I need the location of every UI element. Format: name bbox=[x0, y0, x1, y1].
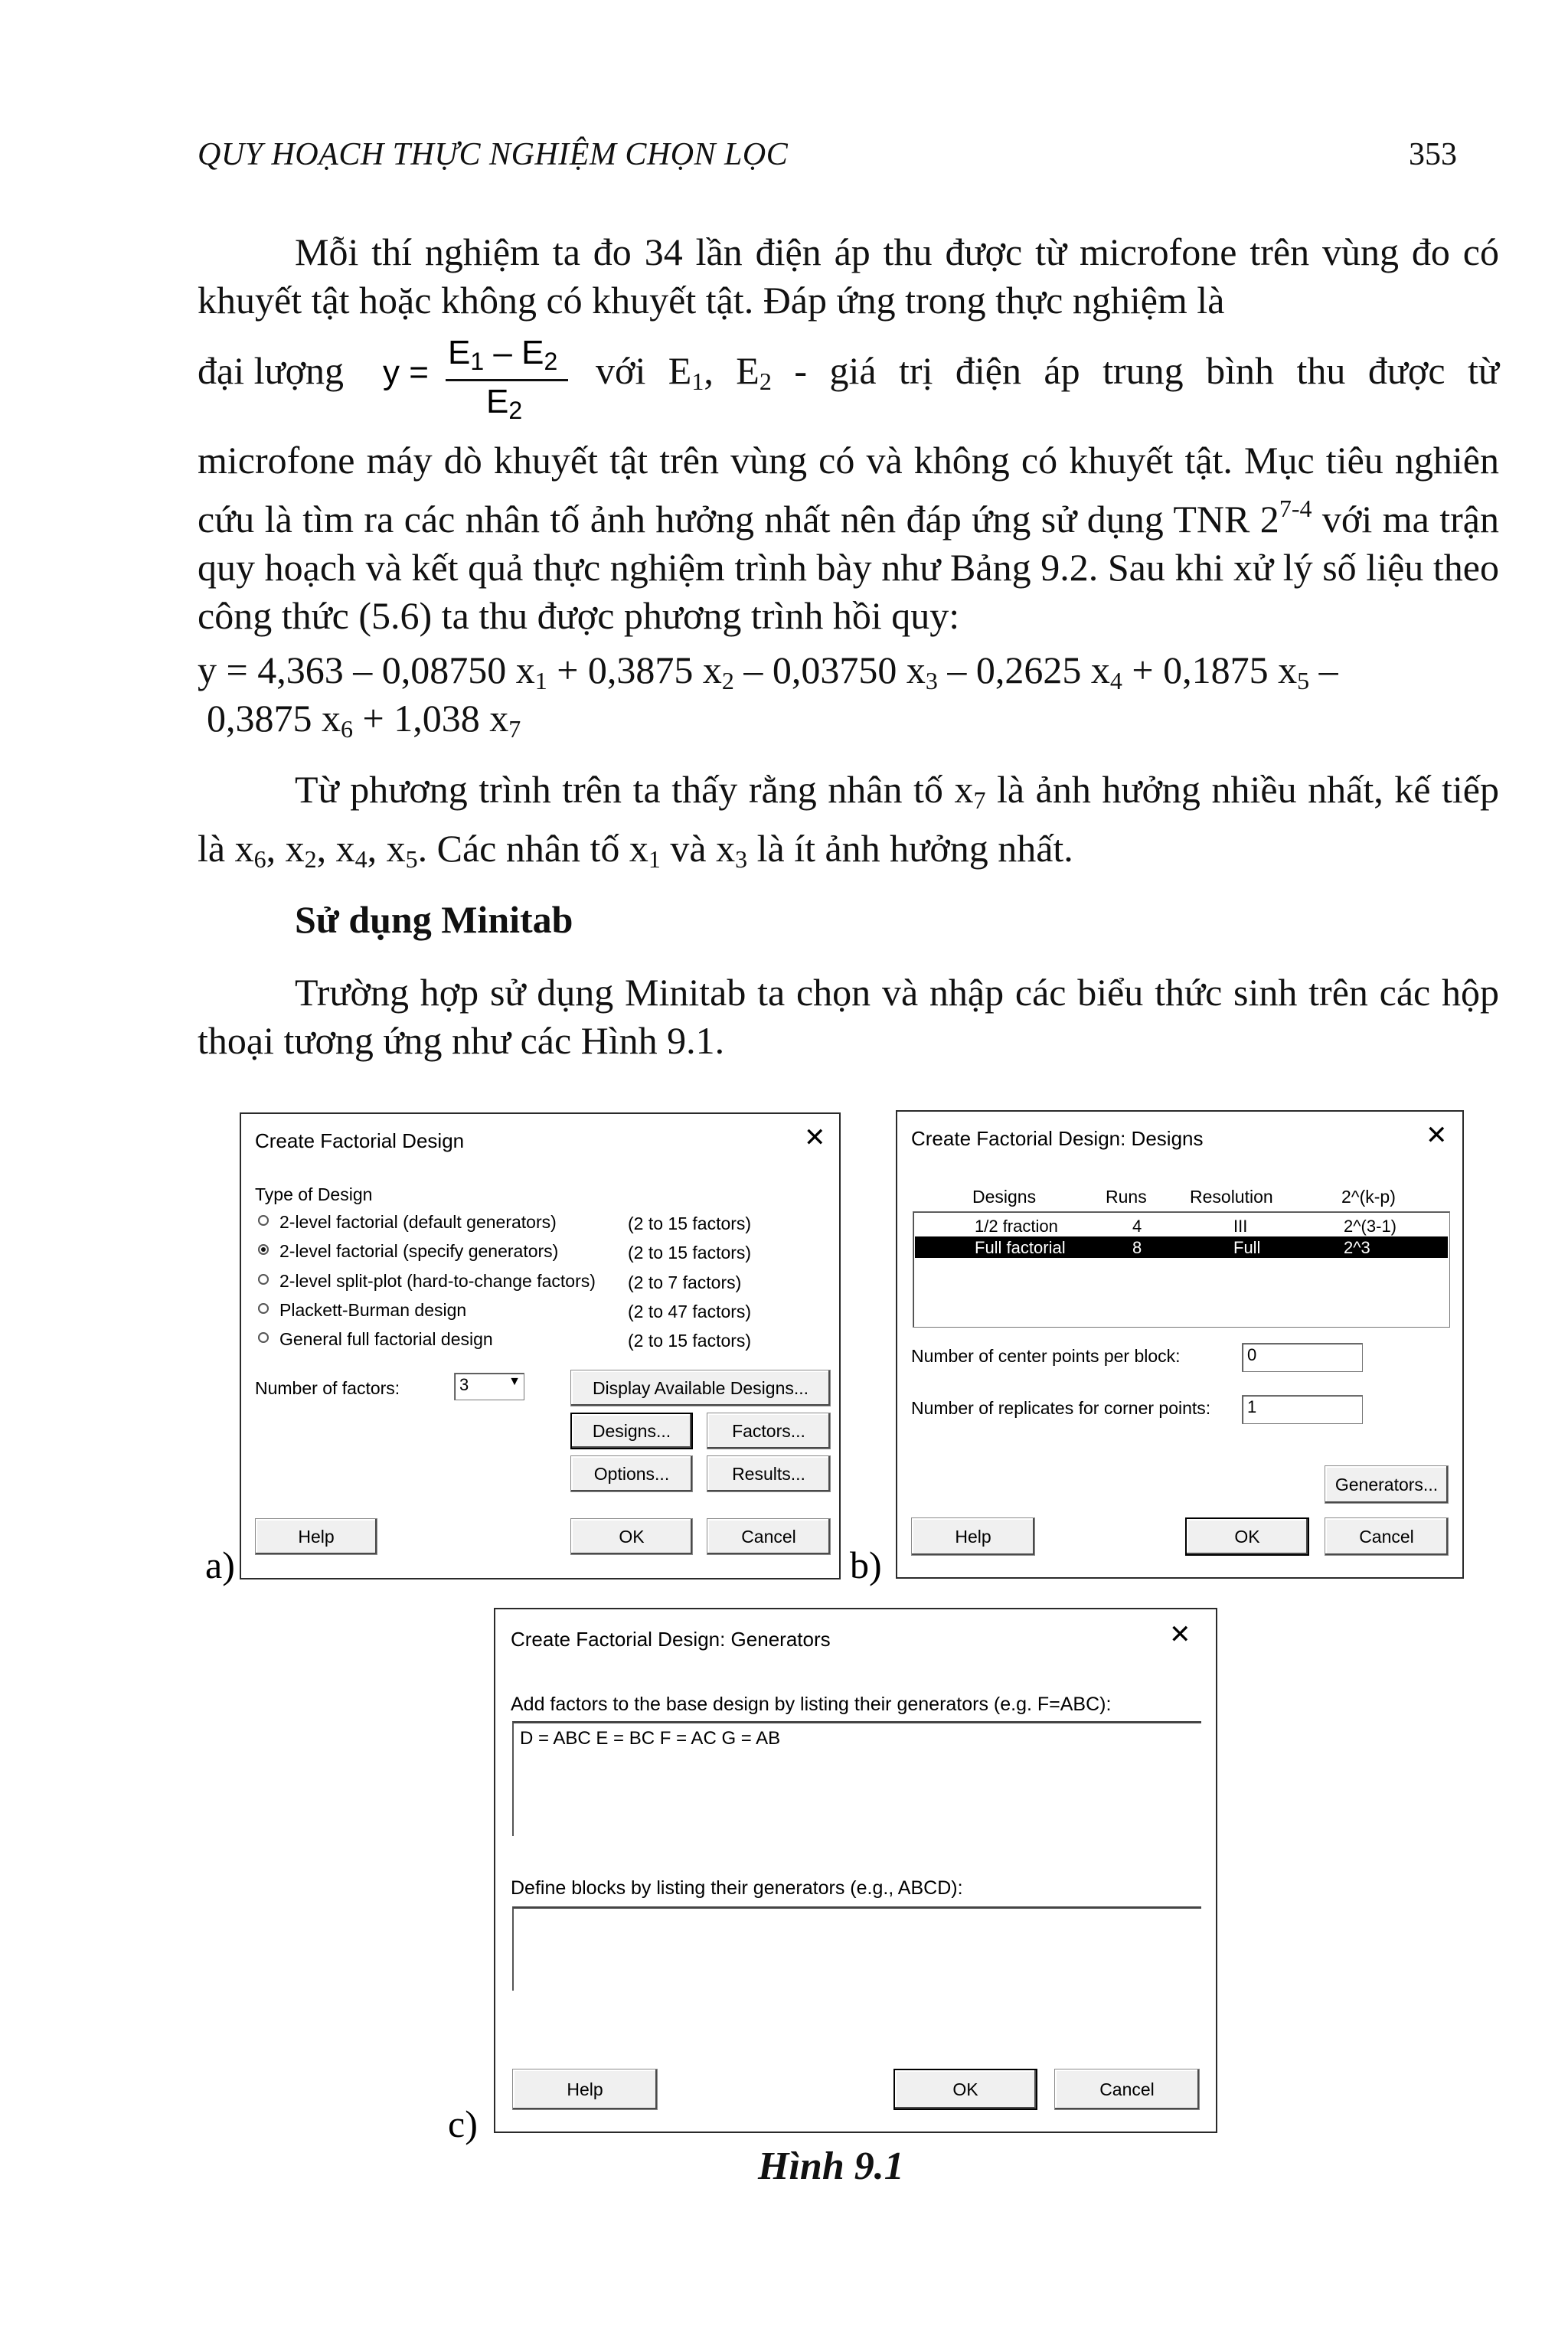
option-range: (2 to 15 factors) bbox=[628, 1243, 752, 1263]
cancel-button[interactable]: Cancel bbox=[1054, 2069, 1200, 2110]
dialog-title: Create Factorial Design: Designs bbox=[911, 1127, 1204, 1150]
type-of-design-label: Type of Design bbox=[255, 1184, 373, 1204]
ok-button[interactable]: OK bbox=[570, 1518, 693, 1555]
paragraph-minitab: Trường hợp sử dụng Minitab ta chọn và nhập các biểu thức sinh trên các hộp thoại tương ứng như các Hình 9.1. bbox=[198, 971, 1499, 1062]
cell: 4 bbox=[1132, 1217, 1142, 1236]
figure-caption: Hình 9.1 bbox=[758, 2145, 904, 2188]
paragraph-analysis: Từ phương trình trên ta thấy rằng nhân tố $x_7$ là ảnh hưởng nhiều nhất, kế tiếp là $x_6$, $x_2$, $x_4$, $x_5$. Các nhân tố $x_1$ và $x_3$ là ít ảnh hưởng nhất. bbox=[198, 768, 1499, 873]
replicates-input[interactable]: 1 bbox=[1242, 1395, 1363, 1424]
factors-button[interactable]: Factors... bbox=[707, 1413, 831, 1449]
radio-specify-generators[interactable] bbox=[258, 1244, 269, 1255]
blocks-label: Define blocks by listing their generators (e.g., ABCD): bbox=[511, 1877, 963, 1899]
cell: Full bbox=[1233, 1238, 1261, 1257]
column-header: Designs bbox=[972, 1187, 1037, 1207]
cell: 2^(3-1) bbox=[1344, 1217, 1397, 1236]
section-heading: Sử dụng Minitab bbox=[295, 898, 573, 941]
radio-plackett-burman[interactable] bbox=[258, 1303, 269, 1314]
fraction-bar bbox=[446, 379, 568, 381]
paragraph-intro: Mỗi thí nghiệm ta đo 34 lần điện áp thu được từ microfone trên vùng đo có khuyết tật hoặc không có khuyết tật. Đáp ứng trong thực nghiệm là bbox=[198, 230, 1499, 322]
help-button[interactable]: Help bbox=[255, 1518, 377, 1555]
generators-button[interactable]: Generators... bbox=[1325, 1465, 1449, 1504]
add-factors-textarea[interactable]: D = ABC E = BC F = AC G = AB bbox=[512, 1721, 1201, 1836]
designs-dialog bbox=[896, 1110, 1464, 1579]
option-range: (2 to 15 factors) bbox=[628, 1214, 752, 1233]
option-range: (2 to 7 factors) bbox=[628, 1272, 742, 1292]
ok-button[interactable]: OK bbox=[893, 2069, 1037, 2110]
option-label: 2-level split-plot (hard-to-change factors) bbox=[279, 1271, 596, 1291]
cancel-button[interactable]: Cancel bbox=[707, 1518, 831, 1555]
close-icon[interactable]: ✕ bbox=[1169, 1619, 1191, 1650]
dialog-title: Create Factorial Design bbox=[255, 1129, 465, 1152]
cell: III bbox=[1233, 1217, 1248, 1236]
cell: Full factorial bbox=[975, 1238, 1066, 1257]
figure-label-c: c) bbox=[448, 2102, 478, 2145]
radio-split-plot[interactable] bbox=[258, 1274, 269, 1285]
designs-button[interactable]: Designs... bbox=[570, 1413, 693, 1449]
formula-denominator: $E_2$ bbox=[486, 383, 523, 424]
column-header: 2^(k-p) bbox=[1341, 1187, 1396, 1207]
help-button[interactable]: Help bbox=[512, 2069, 658, 2110]
option-label: 2-level factorial (specify generators) bbox=[279, 1241, 559, 1261]
radio-general-full-factorial[interactable] bbox=[258, 1332, 269, 1343]
regression-equation-line-2: 0,3875 $x_6 + 1,038$ $x_7$ bbox=[207, 697, 521, 743]
generators-dialog bbox=[494, 1608, 1217, 2133]
number-of-factors-value: 3 bbox=[459, 1375, 469, 1394]
help-button[interactable]: Help bbox=[911, 1517, 1035, 1556]
close-icon[interactable]: ✕ bbox=[1426, 1120, 1448, 1151]
blocks-textarea[interactable] bbox=[512, 1906, 1201, 1991]
display-available-designs-button[interactable]: Display Available Designs... bbox=[570, 1370, 831, 1406]
page-number: 353 bbox=[1409, 137, 1457, 172]
cell: 1/2 fraction bbox=[975, 1217, 1058, 1236]
options-button[interactable]: Options... bbox=[570, 1455, 693, 1492]
cancel-button[interactable]: Cancel bbox=[1325, 1517, 1449, 1556]
cell: 8 bbox=[1132, 1238, 1142, 1257]
designs-table-header bbox=[913, 1185, 1449, 1208]
dialog-title: Create Factorial Design: Generators bbox=[511, 1628, 831, 1651]
figure-label-b: b) bbox=[850, 1544, 882, 1586]
add-factors-label: Add factors to the base design by listing their generators (e.g. F=ABC): bbox=[511, 1694, 1112, 1715]
formula-prefix: đại lượng bbox=[198, 349, 345, 392]
formula-suffix: với $E_1$, $E_2$ - giá trị điện áp trung bình thu được từ bbox=[596, 349, 1500, 395]
ok-button[interactable]: OK bbox=[1185, 1517, 1309, 1556]
chevron-down-icon[interactable]: ▼ bbox=[508, 1375, 521, 1388]
option-label: Plackett-Burman design bbox=[279, 1300, 467, 1320]
table-row-selected[interactable] bbox=[915, 1236, 1448, 1258]
center-points-input[interactable]: 0 bbox=[1242, 1343, 1363, 1372]
option-label: General full factorial design bbox=[279, 1329, 493, 1349]
number-of-factors-select[interactable] bbox=[454, 1373, 524, 1400]
option-label: 2-level factorial (default generators) bbox=[279, 1212, 557, 1232]
column-header: Runs bbox=[1106, 1187, 1147, 1207]
close-icon[interactable]: ✕ bbox=[804, 1122, 826, 1153]
number-of-factors-label: Number of factors: bbox=[255, 1378, 400, 1398]
create-factorial-design-dialog bbox=[240, 1112, 841, 1579]
formula-lhs: y = bbox=[383, 354, 429, 391]
option-range: (2 to 15 factors) bbox=[628, 1331, 752, 1351]
paragraph-intro-continued: microfone máy dò khuyết tật trên vùng có và không có khuyết tật. Mục tiêu nghiên cứu là tìm ra các nhân tố ảnh hưởng nhất nên đáp ứng sử dụng TNR 2$^{7-4}$ với ma trận quy hoạch và kết quả thực nghiệm trình bày như Bảng 9.2. Sau khi xử lý số liệu theo công thức (5.6) ta thu được phương trình hồi quy: bbox=[198, 439, 1499, 637]
radio-default-generators[interactable] bbox=[258, 1215, 269, 1226]
replicates-label: Number of replicates for corner points: bbox=[911, 1398, 1211, 1418]
results-button[interactable]: Results... bbox=[707, 1455, 831, 1492]
formula-numerator: $E_1 - E_2$ bbox=[448, 334, 558, 375]
table-row[interactable] bbox=[915, 1215, 1448, 1236]
center-points-label: Number of center points per block: bbox=[911, 1346, 1181, 1366]
figure-label-a: a) bbox=[205, 1544, 235, 1586]
designs-listbox[interactable] bbox=[913, 1211, 1450, 1328]
column-header: Resolution bbox=[1190, 1187, 1273, 1207]
running-header-title: QUY HOẠCH THỰC NGHIỆM CHỌN LỌC bbox=[198, 137, 789, 172]
regression-equation-line-1: y = 4,363 – 0,08750 $x_1 + 0,3875$ $x_2 - 0,03750$ $x_3 - 0,2625$ $x_4 + 0,1875$ $x_5$ – bbox=[198, 648, 1338, 694]
option-range: (2 to 47 factors) bbox=[628, 1302, 752, 1321]
cell: 2^3 bbox=[1344, 1238, 1370, 1257]
